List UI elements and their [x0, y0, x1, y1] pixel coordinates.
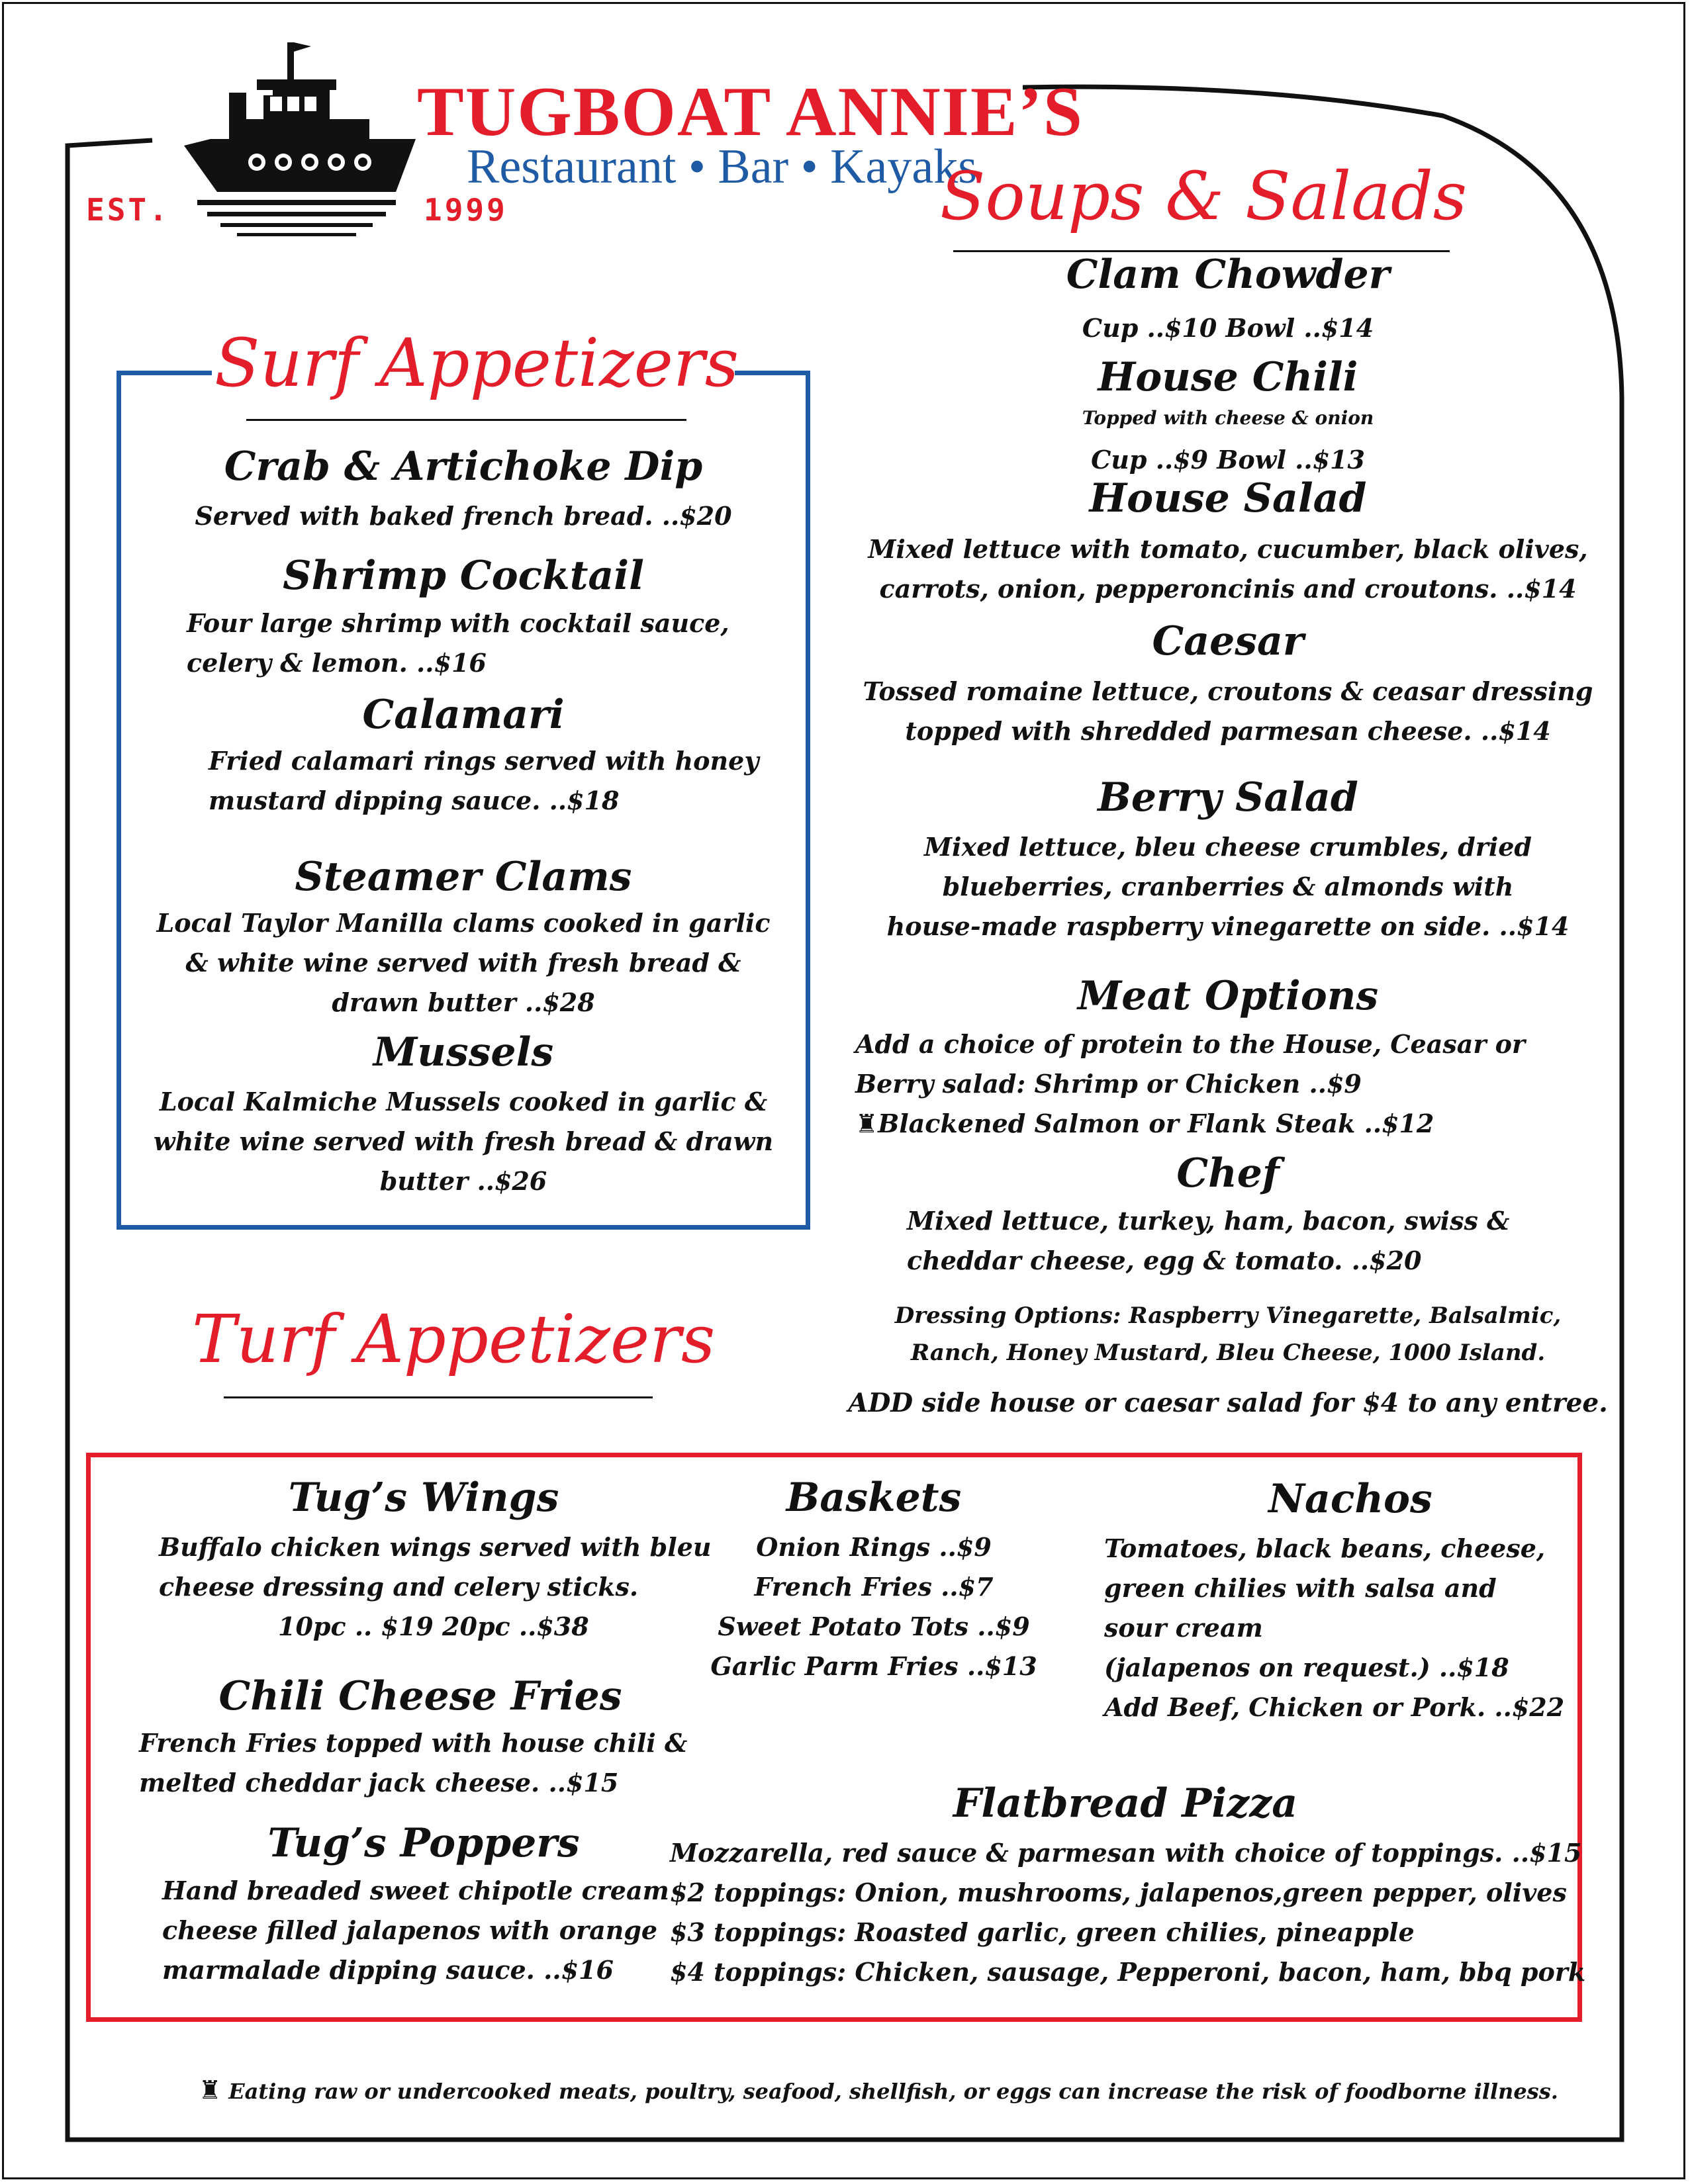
dressing-options: Dressing Options: Raspberry Vinegarette, Balsalmic, Ranch, Honey Mustard, Bleu Cheese, 1000 Island.: [894, 1302, 1562, 1366]
add-side-note: ADD side house or caesar salad for $4 to any entree.: [848, 1388, 1608, 1418]
item-desc: Served with baked french bread. ..$20: [195, 501, 732, 531]
item-desc: French Fries topped with house chili & melted cheddar jack cheese. ..$15: [139, 1728, 688, 1797]
item-calamari: Calamari: [362, 692, 565, 738]
item-crab-artichoke-dip: Crab & Artichoke Dip: [224, 443, 703, 490]
item-steamer-clams: Steamer Clams: [295, 854, 632, 900]
item-shrimp-cocktail: Shrimp Cocktail: [283, 553, 644, 599]
turf-title-underline: [224, 1396, 653, 1398]
tugboat-icon: [184, 42, 416, 236]
item-chili-cheese-fries: Chili Cheese Fries: [218, 1673, 622, 1719]
lighthouse-icon: ♜: [199, 2075, 222, 2105]
item-desc: Tossed romaine lettuce, croutons & ceasar dressing topped with shredded parmesan cheese. ..$14: [863, 676, 1593, 746]
item-desc: Fried calamari rings served with honey mustard dipping sauce. ..$18: [209, 746, 759, 815]
item-desc: Mixed lettuce, bleu cheese crumbles, dried blueberries, cranberries & almonds with house-made raspberry vinegarette on side. ..$14: [886, 832, 1570, 941]
item-berry-salad: Berry Salad: [1098, 774, 1358, 821]
item-house-salad: House Salad: [1089, 475, 1367, 522]
item-house-chili: House Chili: [1098, 354, 1358, 400]
item-desc: Cup ..$9 Bowl ..$13: [1091, 445, 1365, 475]
item-desc: Cup ..$10 Bowl ..$14: [1082, 313, 1374, 343]
item-mussels: Mussels: [373, 1029, 554, 1075]
item-caesar: Caesar: [1152, 618, 1304, 664]
item-note: Topped with cheese & onion: [1082, 407, 1374, 429]
item-desc: Onion Rings ..$9 French Fries ..$7 Sweet Potato Tots ..$9 Garlic Parm Fries ..$13: [710, 1532, 1037, 1681]
item-desc: Buffalo chicken wings served with bleu cheese dressing and celery sticks. 10pc .. $19 20pc ..$38: [159, 1532, 712, 1641]
turf-appetizers-title: Turf Appetizers: [192, 1300, 716, 1378]
surf-title-underline: [246, 419, 686, 421]
item-flatbread-pizza: Flatbread Pizza: [953, 1780, 1298, 1827]
item-clam-chowder: Clam Chowder: [1066, 251, 1390, 298]
item-desc: Mixed lettuce with tomato, cucumber, black olives, carrots, onion, pepperoncinis and croutons. ..$14: [868, 534, 1588, 604]
brand-name: TUGBOAT ANNIE’S: [417, 73, 1084, 150]
item-desc: Local Taylor Manilla clams cooked in garlic & white wine served with fresh bread & drawn butter ..$28: [156, 908, 771, 1017]
item-tugs-wings: Tug’s Wings: [288, 1475, 559, 1521]
food-safety-warning: ♜ Eating raw or undercooked meats, poultry, seafood, shellfish, or eggs can increase the risk of foodborne illness.: [199, 2075, 1558, 2105]
item-desc: Add a choice of protein to the House, Ceasar or Berry salad: Shrimp or Chicken ..$9 ♜Blackened Salmon or Flank Steak ..$12: [855, 1029, 1525, 1138]
est-year: 1999: [424, 192, 508, 228]
item-desc: Tomatoes, black beans, cheese, green chilies with salsa and sour cream (jalapenos on request.) ..$18 Add Beef, Chicken or Pork. ..$22: [1104, 1533, 1565, 1722]
item-desc: Four large shrimp with cocktail sauce, celery & lemon. ..$16: [187, 608, 729, 678]
surf-appetizers-title: Surf Appetizers: [214, 324, 739, 402]
item-tugs-poppers: Tug’s Poppers: [267, 1820, 580, 1866]
brand-tagline: Restaurant • Bar • Kayaks: [467, 140, 978, 194]
soups-salads-title: Soups & Salads: [940, 158, 1468, 235]
item-meat-options: Meat Options: [1077, 973, 1379, 1019]
item-nachos: Nachos: [1268, 1476, 1432, 1522]
est-label: EST.: [86, 192, 170, 228]
item-chef: Chef: [1176, 1150, 1280, 1197]
item-desc: Local Kalmiche Mussels cooked in garlic & white wine served with fresh bread & drawn butter ..$26: [153, 1087, 774, 1196]
lighthouse-icon: ♜: [855, 1109, 878, 1138]
item-desc: Hand breaded sweet chipotle cream cheese filled jalapenos with orange marmalade dipping sauce. ..$16: [162, 1876, 669, 1985]
item-baskets: Baskets: [786, 1475, 962, 1521]
item-desc: Mixed lettuce, turkey, ham, bacon, swiss & cheddar cheese, egg & tomato. ..$20: [907, 1206, 1510, 1275]
item-desc: Mozzarella, red sauce & parmesan with choice of toppings. ..$15 $2 toppings: Onion, mushrooms, jalapenos,green pepper, olives $3 toppings: Roasted garlic, green chilies, pineapple $4 toppings: Chicken, sausage, Pepperoni, bacon, ham, bbq pork: [670, 1838, 1586, 1987]
